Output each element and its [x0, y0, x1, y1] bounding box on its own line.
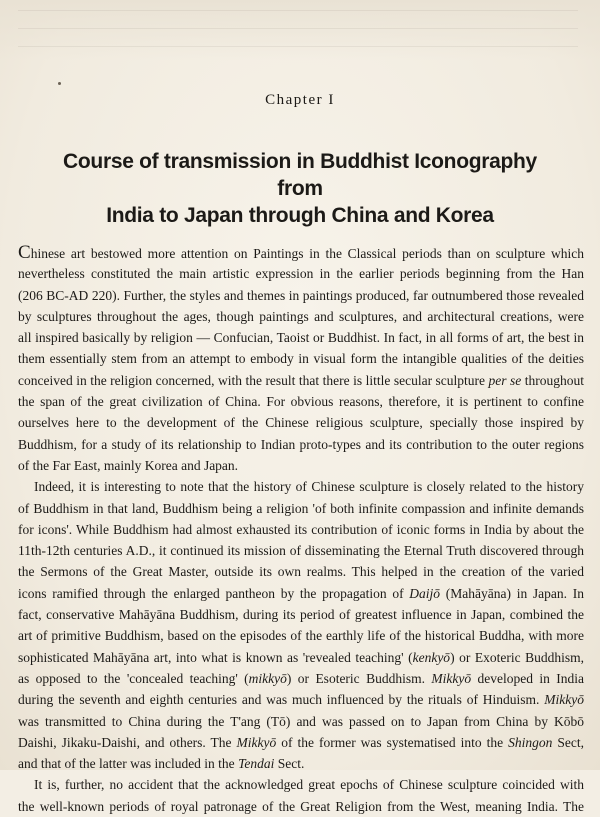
text-line: and that of the latter was included in the Tendai Sect. — [18, 756, 305, 772]
text-line: them essentially stem from an attempt to embody in visual form the intangible qualities of the deities — [18, 351, 584, 367]
drop-cap: C — [18, 242, 31, 263]
text-line: (206 BC-AD 220). Further, the styles and themes in paintings produced, far outnumbered those revealed — [18, 287, 584, 303]
chapter-title-line-1: Course of transmission in Buddhist Iconography from — [63, 150, 537, 200]
text-line: conceived in the religion concerned, with the result that there is little secular sculpture per se throughout — [18, 372, 584, 388]
text-line: of Buddhism in that land, Buddhism being a religion 'of both infinite compassion and infinite demands — [18, 500, 584, 516]
text-line: the well-known periods of royal patronage of the Great Religion from the West, meaning India. The — [18, 798, 584, 814]
text-line: fact, conservative Mahāyāna Buddhism, during its period of greatest influence in Japan, combined the — [18, 607, 584, 623]
paper-speck — [58, 82, 61, 85]
text-line: as opposed to the 'concealed teaching' (mikkyō) or Esoteric Buddhism. Mikkyō developed in India — [18, 670, 584, 686]
text-line: all inspired basically by religion — Confucian, Taoist or Buddhist. In fact, in all forms of art, the best in — [18, 330, 584, 346]
text-line: by sculptures throughout the ages, though paintings and sculptures, and architectural creations, were — [18, 308, 584, 324]
chapter-label: Chapter I — [265, 92, 335, 108]
chapter-title-line-2: India to Japan through China and Korea — [106, 204, 494, 227]
text-line: ourselves here to the development of the Chinese religious sculpture, specially those inspired by — [18, 415, 584, 431]
text-line: art of primitive Buddhism, based on the episodes of the earthly life of the historical Buddha, with more — [18, 628, 584, 644]
chapter-title — [40, 148, 560, 229]
text-line: Indeed, it is interesting to note that the history of Chinese sculpture is closely related to the history — [34, 479, 584, 495]
text-line: Daishi, Jikaku-Daishi, and others. The Mikkyō of the former was systematised into the Shingon Sect, — [18, 734, 584, 750]
text-line: Chinese art bestowed more attention on Paintings in the Classical periods than on sculpture which — [18, 242, 584, 263]
text-line: It is, further, no accident that the acknowledged great epochs of Chinese sculpture coincided with — [34, 777, 584, 793]
text-line: icons ramified through the enlarged pantheon by the propagation of Daijō (Mahāyāna) in Japan. In — [18, 585, 584, 601]
text-line: was transmitted to China during the T'ang (Tō) and was passed on to Japan from China by Kōbō — [18, 713, 584, 729]
text-line: the span of the great civilization of China. For obvious reasons, therefore, it is pertinent to confine — [18, 394, 584, 410]
text-line: during the seventh and eighth centuries and was much influenced by the rituals of Hinduism. Mikkyō — [18, 692, 584, 708]
text-line: for icons'. While Buddhism had almost exhausted its contribution of iconic forms in India by about the — [18, 521, 584, 537]
body-text — [18, 242, 584, 817]
text-line: Buddhism, for a study of its relationship to Indian proto-types and its contribution to the outer regions — [18, 436, 584, 452]
text-line: of the Far East, mainly Korea and Japan. — [18, 457, 239, 473]
text-line: 11th-12th centuries A.D., it continued its mission of disseminating the Eternal Truth discovered through — [18, 543, 584, 559]
text-line: nevertheless constituted the main artistic expression in the earlier periods beginning from the Han — [18, 266, 584, 282]
show-through-ghost-text — [0, 0, 600, 60]
text-line: sophisticated Mahāyāna art, into what is known as 'revealed teaching' (kenkyō) or Exoteric Buddhism, — [18, 649, 584, 665]
text-line: the Sermons of the Great Master, outside its own realms. This helped in the creation of the varied — [18, 564, 584, 580]
